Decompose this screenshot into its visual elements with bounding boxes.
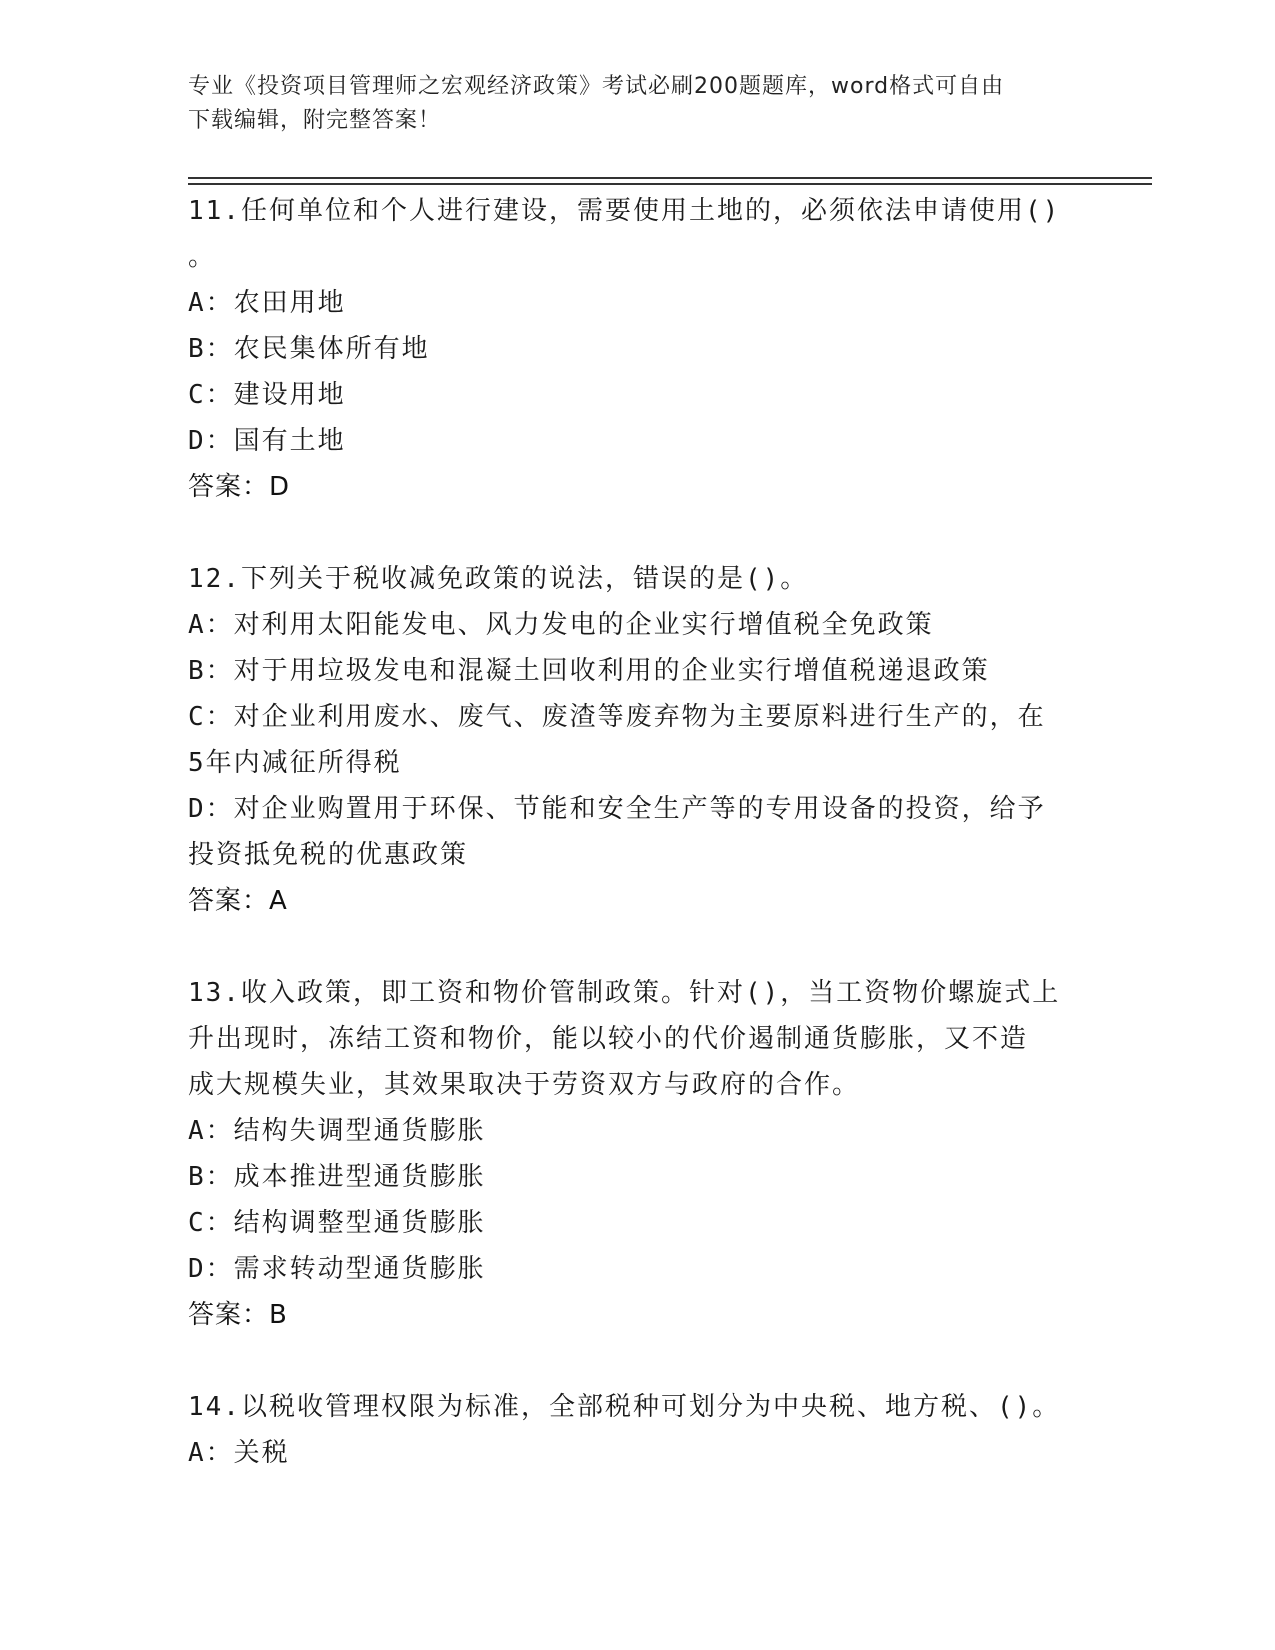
question-option: B：农民集体所有地 (188, 334, 430, 364)
header-divider-bottom (188, 183, 1152, 185)
question-stem-line: 12.下列关于税收减免政策的说法，错误的是()。 (188, 564, 809, 594)
question-option: C：对企业利用废水、废气、废渣等废弃物为主要原料进行生产的，在 5年内减征所得税 (188, 702, 1046, 778)
question-option: D：对企业购置用于环保、节能和安全生产等的专用设备的投资，给予 投资抵免税的优惠政策 (188, 794, 1046, 870)
document-header (188, 70, 1088, 138)
question-spacer (188, 510, 1088, 556)
question-option: C：建设用地 (188, 380, 346, 410)
question-block (188, 970, 1088, 1338)
header-divider-top (188, 177, 1152, 179)
question-block (188, 1384, 1088, 1476)
header-line-1: 专业《投资项目管理师之宏观经济政策》考试必刷200题题库，word格式可自由 (188, 74, 1005, 99)
question-block (188, 556, 1088, 924)
question-answer: 答案：D (188, 472, 291, 502)
question-block (188, 188, 1088, 510)
question-option: D：国有土地 (188, 426, 346, 456)
question-option: D：需求转动型通货膨胀 (188, 1254, 486, 1284)
question-option: A：关税 (188, 1438, 290, 1468)
question-stem-line: 升出现时，冻结工资和物价，能以较小的代价遏制通货膨胀，又不造 (188, 1024, 1029, 1054)
question-option: A：结构失调型通货膨胀 (188, 1116, 486, 1146)
question-answer: 答案：B (188, 1300, 288, 1330)
question-option: C：结构调整型通货膨胀 (188, 1208, 486, 1238)
question-answer: 答案：A (188, 886, 288, 916)
question-stem-line: 13.收入政策，即工资和物价管制政策。针对()，当工资物价螺旋式上 (188, 978, 1061, 1008)
question-spacer (188, 1338, 1088, 1384)
question-list (188, 188, 1088, 1476)
header-line-2: 下载编辑，附完整答案！ (188, 108, 442, 133)
question-stem-line: 成大规模失业，其效果取决于劳资双方与政府的合作。 (188, 1070, 861, 1100)
question-option: B：对于用垃圾发电和混凝土回收利用的企业实行增值税递退政策 (188, 656, 990, 686)
question-stem-line: 14.以税收管理权限为标准，全部税种可划分为中央税、地方税、()。 (188, 1392, 1061, 1422)
question-stem-line: 11.任何单位和个人进行建设，需要使用土地的，必须依法申请使用() (188, 196, 1061, 226)
question-option: A：对利用太阳能发电、风力发电的企业实行增值税全免政策 (188, 610, 934, 640)
question-option: B：成本推进型通货膨胀 (188, 1162, 486, 1192)
question-stem-line: 。 (188, 242, 217, 272)
question-spacer (188, 924, 1088, 970)
question-option: A：农田用地 (188, 288, 346, 318)
